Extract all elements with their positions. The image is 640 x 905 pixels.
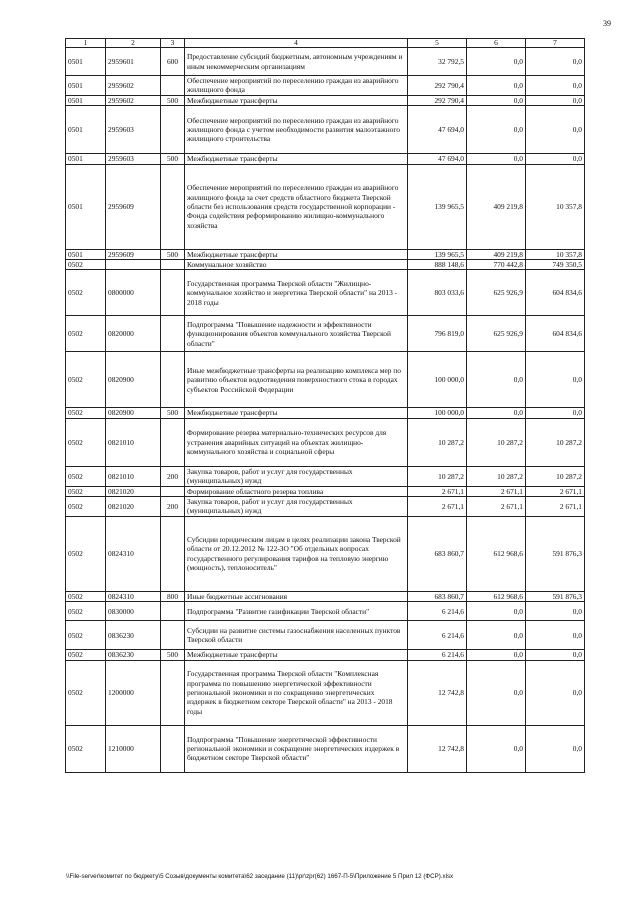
item-name-cell: Межбюджетные трансферты [185,154,408,164]
amount-col5-cell: 6 214,6 [408,650,467,660]
expense-type-cell: 800 [161,591,185,601]
table-row [66,486,585,496]
item-name-cell: Закупка товаров, работ и услуг для государственных (муниципальных) нужд [185,497,408,517]
item-name-cell: Межбюджетные трансферты [185,95,408,105]
amount-col6-cell: 409 219,8 [467,249,526,259]
table-row [66,154,585,164]
amount-col6-cell: 0,0 [467,660,526,725]
section-code-cell: 0502 [66,602,106,621]
amount-col5-cell: 292 790,4 [408,95,467,105]
amount-col5-cell: 796 819,0 [408,316,467,352]
target-code-cell: 2959601 [106,48,161,76]
expense-type-cell: 600 [161,48,185,76]
expense-type-cell [161,486,185,496]
amount-col5-cell: 139 965,5 [408,249,467,259]
expense-type-cell [161,352,185,408]
column-number: 5 [408,39,467,48]
section-code-cell: 0502 [66,408,106,418]
column-number: 4 [185,39,408,48]
table-row [66,497,585,517]
amount-col7-cell: 0,0 [526,48,585,76]
amount-col7-cell: 10 357,8 [526,164,585,249]
section-code-cell: 0501 [66,106,106,154]
target-code-cell: 0821020 [106,486,161,496]
amount-col7-cell: 0,0 [526,154,585,164]
amount-col7-cell: 0,0 [526,95,585,105]
expense-type-cell [161,418,185,466]
amount-col7-cell: 0,0 [526,408,585,418]
target-code-cell: 0820000 [106,316,161,352]
amount-col5-cell: 2 671,1 [408,486,467,496]
section-code-cell: 0501 [66,76,106,96]
table-row [66,106,585,154]
item-name-cell: Межбюджетные трансферты [185,650,408,660]
target-code-cell: 0824310 [106,516,161,591]
amount-col5-cell: 32 792,5 [408,48,467,76]
section-code-cell: 0502 [66,270,106,316]
column-number: 2 [106,39,161,48]
item-name-cell: Межбюджетные трансферты [185,408,408,418]
item-name-cell: Подпрограмма "Повышение энергетической эффективности региональной экономики и сокращение энергетических издержек в бюджетном секторе Тверской области" [185,725,408,772]
section-code-cell: 0501 [66,95,106,105]
amount-col5-cell: 100 000,0 [408,352,467,408]
target-code-cell [106,260,161,270]
item-name-cell: Обеспечение мероприятий по переселению граждан из аварийного жилищного фонда с учетом необходимости развития малоэтажного жилищного строительства [185,106,408,154]
amount-col6-cell: 0,0 [467,76,526,96]
table-row [66,602,585,621]
amount-col7-cell: 604 834,6 [526,316,585,352]
amount-col6-cell: 612 968,6 [467,516,526,591]
expense-type-cell [161,602,185,621]
amount-col6-cell: 0,0 [467,621,526,650]
amount-col6-cell: 625 926,9 [467,316,526,352]
amount-col6-cell: 2 671,1 [467,486,526,496]
table-row [66,621,585,650]
item-name-cell: Обеспечение мероприятий по переселению граждан из аварийного жилищного фонда [185,76,408,96]
table-body [66,48,585,773]
item-name-cell: Иные межбюджетные трансферты на реализацию комплекса мер по развитию объектов водоотведения поверхностного стока в городах субъектов Российской Федерации [185,352,408,408]
target-code-cell: 0820900 [106,352,161,408]
amount-col5-cell: 803 033,6 [408,270,467,316]
target-code-cell: 2959609 [106,249,161,259]
table-row [66,725,585,772]
item-name-cell: Иные бюджетные ассигнования [185,591,408,601]
expense-type-cell [161,725,185,772]
expense-type-cell [161,76,185,96]
amount-col7-cell: 604 834,6 [526,270,585,316]
amount-col5-cell: 10 287,2 [408,418,467,466]
target-code-cell: 0824310 [106,591,161,601]
expense-type-cell: 500 [161,408,185,418]
target-code-cell: 0830000 [106,602,161,621]
expense-type-cell [161,316,185,352]
table-row [66,352,585,408]
target-code-cell: 2959602 [106,76,161,96]
section-code-cell: 0501 [66,48,106,76]
expense-type-cell: 500 [161,95,185,105]
amount-col7-cell: 10 357,8 [526,249,585,259]
amount-col5-cell: 683 860,7 [408,591,467,601]
expense-type-cell [161,106,185,154]
amount-col5-cell: 47 694,0 [408,154,467,164]
column-number: 7 [526,39,585,48]
amount-col7-cell: 0,0 [526,660,585,725]
amount-col6-cell: 0,0 [467,154,526,164]
column-number: 1 [66,39,106,48]
target-code-cell: 0821010 [106,418,161,466]
expense-type-cell [161,516,185,591]
item-name-cell: Подпрограмма "Повышение надежности и эффективности функционирования объектов коммунального хозяйства Тверской области" [185,316,408,352]
expense-type-cell: 200 [161,497,185,517]
table-row [66,408,585,418]
item-name-cell: Субсидии на развитие системы газоснабжения населенных пунктов Тверской области [185,621,408,650]
amount-col7-cell: 10 287,2 [526,418,585,466]
amount-col7-cell: 0,0 [526,76,585,96]
amount-col7-cell: 591 876,3 [526,591,585,601]
table-row [66,418,585,466]
item-name-cell: Подпрограмма "Развитие газификации Тверской области" [185,602,408,621]
section-code-cell: 0502 [66,660,106,725]
amount-col7-cell: 0,0 [526,106,585,154]
section-code-cell: 0502 [66,725,106,772]
item-name-cell: Межбюджетные трансферты [185,249,408,259]
section-code-cell: 0502 [66,516,106,591]
target-code-cell: 0800000 [106,270,161,316]
amount-col6-cell: 0,0 [467,352,526,408]
section-code-cell: 0502 [66,466,106,486]
item-name-cell: Формирование резерва материально-технических ресурсов для устранения аварийных ситуаций на объектах жилищно-коммунального хозяйства и социальной сферы [185,418,408,466]
item-name-cell: Субсидии юридическим лицам в целях реализации закона Тверской области от 20.12.2012 № 122-ЗО "Об отдельных вопросах государственного регулирования тарифов на тепловую энергию (мощность), теплоноситель" [185,516,408,591]
amount-col5-cell: 47 694,0 [408,106,467,154]
amount-col7-cell: 0,0 [526,602,585,621]
column-number: 6 [467,39,526,48]
amount-col6-cell: 0,0 [467,408,526,418]
table-row [66,650,585,660]
amount-col6-cell: 10 287,2 [467,418,526,466]
section-code-cell: 0501 [66,164,106,249]
amount-col5-cell: 139 965,5 [408,164,467,249]
amount-col7-cell: 591 876,3 [526,516,585,591]
expense-type-cell [161,260,185,270]
item-name-cell: Государственная программа Тверской области "Жилищно-коммунальное хозяйство и энергетика Тверской области" на 2013 - 2018 годы [185,270,408,316]
amount-col5-cell: 10 287,2 [408,466,467,486]
expense-type-cell [161,270,185,316]
section-code-cell: 0502 [66,591,106,601]
page-number: 39 [603,19,611,28]
section-code-cell: 0502 [66,486,106,496]
table-row [66,466,585,486]
table-row [66,316,585,352]
expense-type-cell: 500 [161,650,185,660]
section-code-cell: 0502 [66,352,106,408]
section-code-cell: 0502 [66,260,106,270]
target-code-cell: 2959603 [106,154,161,164]
target-code-cell: 0836230 [106,650,161,660]
target-code-cell: 2959609 [106,164,161,249]
expense-type-cell [161,621,185,650]
amount-col6-cell: 770 442,8 [467,260,526,270]
amount-col6-cell: 10 287,2 [467,466,526,486]
item-name-cell: Обеспечение мероприятий по переселению граждан из аварийного жилищного фонда за счет средств областного бюджета Тверской области без использования средств государственной корпорации - Фонда содействия реформированию жилищно-коммунального хозяйства [185,164,408,249]
amount-col5-cell: 6 214,6 [408,621,467,650]
target-code-cell: 2959603 [106,106,161,154]
table-row [66,164,585,249]
amount-col6-cell: 0,0 [467,725,526,772]
item-name-cell: Формирование областного резерва топлива [185,486,408,496]
section-code-cell: 0502 [66,621,106,650]
expense-type-cell: 200 [161,466,185,486]
amount-col6-cell: 0,0 [467,48,526,76]
amount-col7-cell: 0,0 [526,621,585,650]
item-name-cell: Государственная программа Тверской области "Комплексная программа по повышению энергетической эффективности региональной экономики и по сокращению энергетических издержек в бюджетном секторе Тверской области" на 2013 - 2018 годы [185,660,408,725]
table-row [66,591,585,601]
item-name-cell: Предоставление субсидий бюджетным, автономным учреждениям и иным некоммерческим организациям [185,48,408,76]
budget-table [65,38,585,773]
amount-col6-cell: 0,0 [467,95,526,105]
section-code-cell: 0502 [66,650,106,660]
amount-col7-cell: 0,0 [526,725,585,772]
column-number-row [66,39,585,48]
section-code-cell: 0501 [66,249,106,259]
table-row [66,260,585,270]
column-number: 3 [161,39,185,48]
amount-col5-cell: 683 860,7 [408,516,467,591]
amount-col5-cell: 12 742,8 [408,725,467,772]
table-row [66,660,585,725]
amount-col6-cell: 612 968,6 [467,591,526,601]
table-row [66,516,585,591]
expense-type-cell [161,164,185,249]
expense-type-cell: 500 [161,249,185,259]
expense-type-cell: 500 [161,154,185,164]
target-code-cell: 1200000 [106,660,161,725]
target-code-cell: 0820900 [106,408,161,418]
section-code-cell: 0502 [66,497,106,517]
amount-col5-cell: 12 742,8 [408,660,467,725]
amount-col7-cell: 2 671,1 [526,486,585,496]
amount-col6-cell: 0,0 [467,106,526,154]
amount-col5-cell: 2 671,1 [408,497,467,517]
amount-col6-cell: 409 219,8 [467,164,526,249]
table-row [66,76,585,96]
amount-col6-cell: 0,0 [467,650,526,660]
amount-col7-cell: 0,0 [526,352,585,408]
target-code-cell: 0821020 [106,497,161,517]
table-row [66,48,585,76]
item-name-cell: Закупка товаров, работ и услуг для государственных (муниципальных) нужд [185,466,408,486]
amount-col7-cell: 749 350,5 [526,260,585,270]
amount-col6-cell: 0,0 [467,602,526,621]
footer-file-path: \\File-server\комитет по бюджету\5 Созыв\документы комитета\62 заседание (11)\pr\zpr(62) 1667-П-5\Приложение 5 Прил 12 (ФСР).xlsx [66,873,454,880]
target-code-cell: 1210000 [106,725,161,772]
table-row [66,249,585,259]
amount-col5-cell: 6 214,6 [408,602,467,621]
amount-col5-cell: 100 000,0 [408,408,467,418]
amount-col5-cell: 888 148,6 [408,260,467,270]
target-code-cell: 2959602 [106,95,161,105]
amount-col5-cell: 292 790,4 [408,76,467,96]
section-code-cell: 0502 [66,418,106,466]
table-row [66,270,585,316]
item-name-cell: Коммунальное хозяйство [185,260,408,270]
target-code-cell: 0836230 [106,621,161,650]
amount-col6-cell: 625 926,9 [467,270,526,316]
target-code-cell: 0821010 [106,466,161,486]
amount-col7-cell: 10 287,2 [526,466,585,486]
expense-type-cell [161,660,185,725]
amount-col7-cell: 2 671,1 [526,497,585,517]
amount-col7-cell: 0,0 [526,650,585,660]
section-code-cell: 0502 [66,316,106,352]
section-code-cell: 0501 [66,154,106,164]
amount-col6-cell: 2 671,1 [467,497,526,517]
table-row [66,95,585,105]
